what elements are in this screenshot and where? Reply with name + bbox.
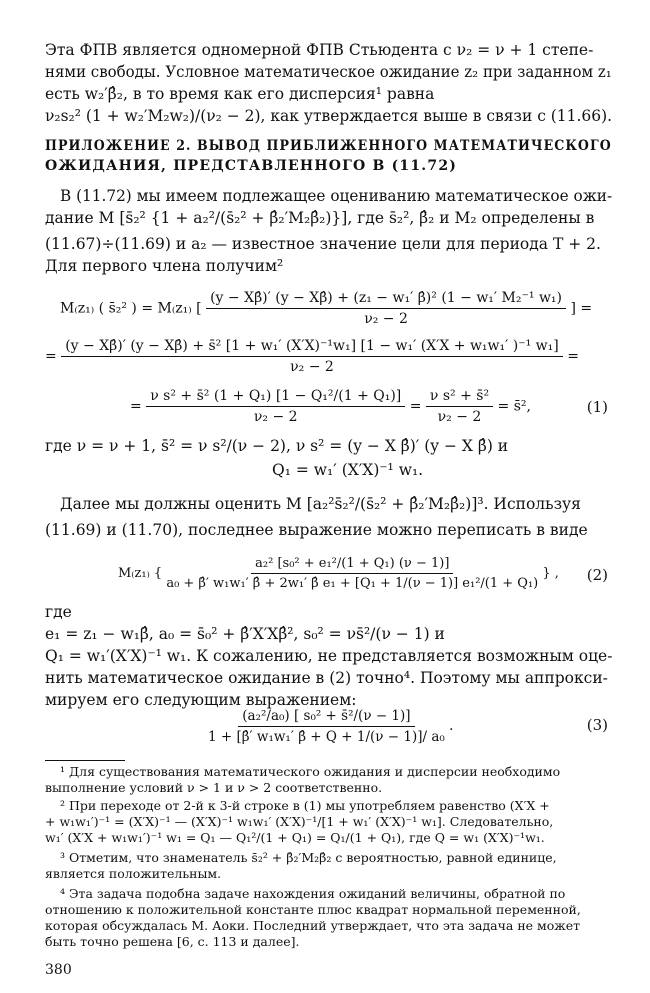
- eq1-num-3: ν s² + s̄² (1 + Q₁) [1 − Q₁²/(1 + Q₁)]: [146, 388, 405, 407]
- eq3-tail: .: [449, 718, 454, 734]
- eq1-num-1: (y − Xβ̂)′ (y − Xβ̂) + (z₁ − w₁′ β̂)² (1 − w₁′ M₂⁻¹ w₁): [206, 290, 566, 309]
- footnote-4-line-2: отношению к положительной константе плюс квадрат нормальной переменной,: [45, 902, 581, 917]
- eq1-fraction-2: [61, 338, 563, 375]
- para1-line-4: Для первого члена получим²: [45, 257, 284, 275]
- footnote-2-line-1: ² При переходе от 2-й к 3-й строке в (1) мы употребляем равенство (X′X +: [60, 798, 550, 813]
- footnote-1-line-1: ¹ Для существования математического ожидания и дисперсии необходимо: [60, 764, 561, 779]
- equation-1-row-1: [60, 290, 592, 327]
- eq1-den-2: ν₂ − 2: [290, 359, 334, 375]
- intro-line-3: есть w₂′β̂₂, в то время как его дисперсия¹ равна: [45, 85, 435, 103]
- para2-line-2: (11.69) и (11.70), последнее выражение можно переписать в виде: [45, 521, 588, 539]
- footnote-4-line-4: быть точно решена [6, с. 113 и далее].: [45, 934, 300, 949]
- eq1-num-4: ν s² + s̄²: [426, 388, 493, 407]
- eq2-num: a₂² [s₀² + e₁²/(1 + Q₁) (ν − 1)]: [251, 556, 453, 574]
- para2-line-1: Далее мы должны оценить M [a₂²s̄₂²/(s̄₂² + β̂₂′M₂β̂₂)]³. Используя: [60, 495, 581, 513]
- eq1-close-1: ] =: [570, 300, 593, 317]
- footnote-divider: [45, 760, 125, 761]
- appendix-heading-2: ОЖИДАНИЯ, ПРЕДСТАВЛЕННОГО В (11.72): [45, 158, 458, 174]
- footnote-4-line-1: ⁴ Эта задача подобна задаче нахождения ожиданий величины, обратной по: [60, 886, 566, 901]
- equation-1-row-3: = $\frac{\text{ν s² + s̄² (1 + Q₁) [1 − Q₁²/(1 + Q₁)]}}{\text{ν₂ − 2}}$ = $\frac{\text{ν s² + s̄²}}{\text{ν₂ − 2}}$ = s̄²,: [130, 388, 531, 425]
- equation-1-row-2: = (y − Xβ̂)′ (y − Xβ̂) + s̄² [1 + w₁′ (X′X)⁻¹w₁] [1 − w₁′ (X′X + w₁w₁′ )⁻¹ w₁] ν₂ − 2 =: [45, 338, 579, 375]
- equation-1-number: (1): [586, 398, 608, 416]
- eq2-fraction: [166, 556, 538, 591]
- eq1-tail: = s̄²,: [497, 398, 531, 415]
- where2-line-4: нить математическое ожидание в (2) точно⁴. Поэтому мы аппрокси-: [45, 669, 608, 687]
- eq1-num-2: (y − Xβ̂)′ (y − Xβ̂) + s̄² [1 + w₁′ (X′X)⁻¹w₁] [1 − w₁′ (X′X + w₁w₁′ )⁻¹ w₁]: [61, 338, 563, 357]
- where2-line-1: где: [45, 603, 72, 621]
- para1-line-1: В (11.72) мы имеем подлежащее оцениванию математическое ожи-: [60, 187, 613, 205]
- where1-line-2: Q₁ = w₁′ (X′X)⁻¹ w₁.: [272, 461, 424, 479]
- eq1-fraction-3: [146, 388, 405, 425]
- para1-line-2: дание M [s̄₂² {1 + a₂²/(s̄₂² + β̂₂′M₂β̂₂)}], где s̄₂², β̂₂ и M₂ определены в: [45, 209, 595, 227]
- eq3-fraction: [208, 708, 445, 745]
- page-number: 380: [45, 962, 72, 978]
- equation-3: [208, 708, 453, 745]
- eq2-lhs: M₍z₁₎ {: [118, 566, 163, 581]
- appendix-heading-1: ПРИЛОЖЕНИЕ 2. ВЫВОД ПРИБЛИЖЕННОГО МАТЕМАТИЧЕСКОГО: [45, 138, 612, 154]
- eq1-fraction-4: [426, 388, 493, 425]
- eq2-close: } ,: [542, 566, 559, 581]
- footnote-2-line-2: + w₁w₁′)⁻¹ = (X′X)⁻¹ — (X′X)⁻¹ w₁w₁′ (X′X)⁻¹/[1 + w₁′ (X′X)⁻¹ w₁]. Следовательно,: [45, 814, 554, 829]
- footnote-4-line-3: которая обсуждалась М. Аоки. Последний утверждает, что эта задача не может: [45, 918, 581, 933]
- where2-line-3: Q₁ = w₁′(X′X)⁻¹ w₁. К сожалению, не представляется возможным оце-: [45, 647, 613, 665]
- where1-line-1: где ν = ν + 1, s̄² = ν s²/(ν − 2), ν s² = (y − X β̂)′ (y − X β̂) и: [45, 437, 509, 455]
- where2-line-5: мируем его следующим выражением:: [45, 691, 357, 709]
- footnote-2-line-3: w₁′ (X′X + w₁w₁′)⁻¹ w₁ = Q₁ — Q₁²/(1 + Q₁) = Q₁/(1 + Q₁), где Q = w₁ (X′X)⁻¹w₁.: [45, 830, 545, 845]
- intro-line-1: Эта ФПВ является одномерной ФПВ Стьюдента с ν₂ = ν + 1 степе-: [45, 41, 594, 59]
- eq1-den-4: ν₂ − 2: [437, 409, 482, 425]
- para1-line-3: (11.67)÷(11.69) и a₂ — известное значение цели для периода T + 2.: [45, 235, 601, 253]
- equation-2: [118, 556, 559, 591]
- eq1-fraction-1: [206, 290, 566, 327]
- eq1-lhs: M₍z₁₎ ( s̄₂² ) = M₍z₁₎ [: [60, 300, 202, 317]
- eq3-num: (a₂²/a₀) [ s₀² + s̄²/(ν − 1)]: [238, 708, 414, 727]
- eq1-den-3: ν₂ − 2: [253, 409, 298, 425]
- footnote-3-line-1: ³ Отметим, что знаменатель s̄₂² + β̂₂′M₂β̂₂ с вероятностью, равной единице,: [60, 850, 557, 865]
- eq3-den: 1 + [β̂′ w₁w₁′ β̂ + Q + 1/(ν − 1)]/ a₀: [208, 729, 445, 745]
- footnote-1-line-2: выполнение условий ν > 1 и ν > 2 соответственно.: [45, 780, 383, 795]
- eq1-den-1: ν₂ − 2: [364, 311, 408, 327]
- intro-line-2: нями свободы. Условное математическое ожидание z₂ при заданном z₁: [45, 63, 612, 81]
- footnote-3-line-2: является положительным.: [45, 866, 222, 881]
- equation-2-number: (2): [586, 566, 608, 584]
- where2-line-2: e₁ = z₁ − w₁β̂, a₀ = s̄₀² + β̂′X′Xβ̂², s₀² = νs̄²/(ν − 1) и: [45, 625, 445, 643]
- equation-3-number: (3): [586, 716, 608, 734]
- eq2-den: a₀ + β̂′ w₁w₁′ β̂ + 2w₁′ β̂ e₁ + [Q₁ + 1/(ν − 1)] e₁²/(1 + Q₁): [166, 576, 539, 591]
- intro-line-4: ν₂s₂² (1 + w₂′M₂w₂)/(ν₂ − 2), как утверждается выше в связи с (11.66).: [45, 107, 613, 125]
